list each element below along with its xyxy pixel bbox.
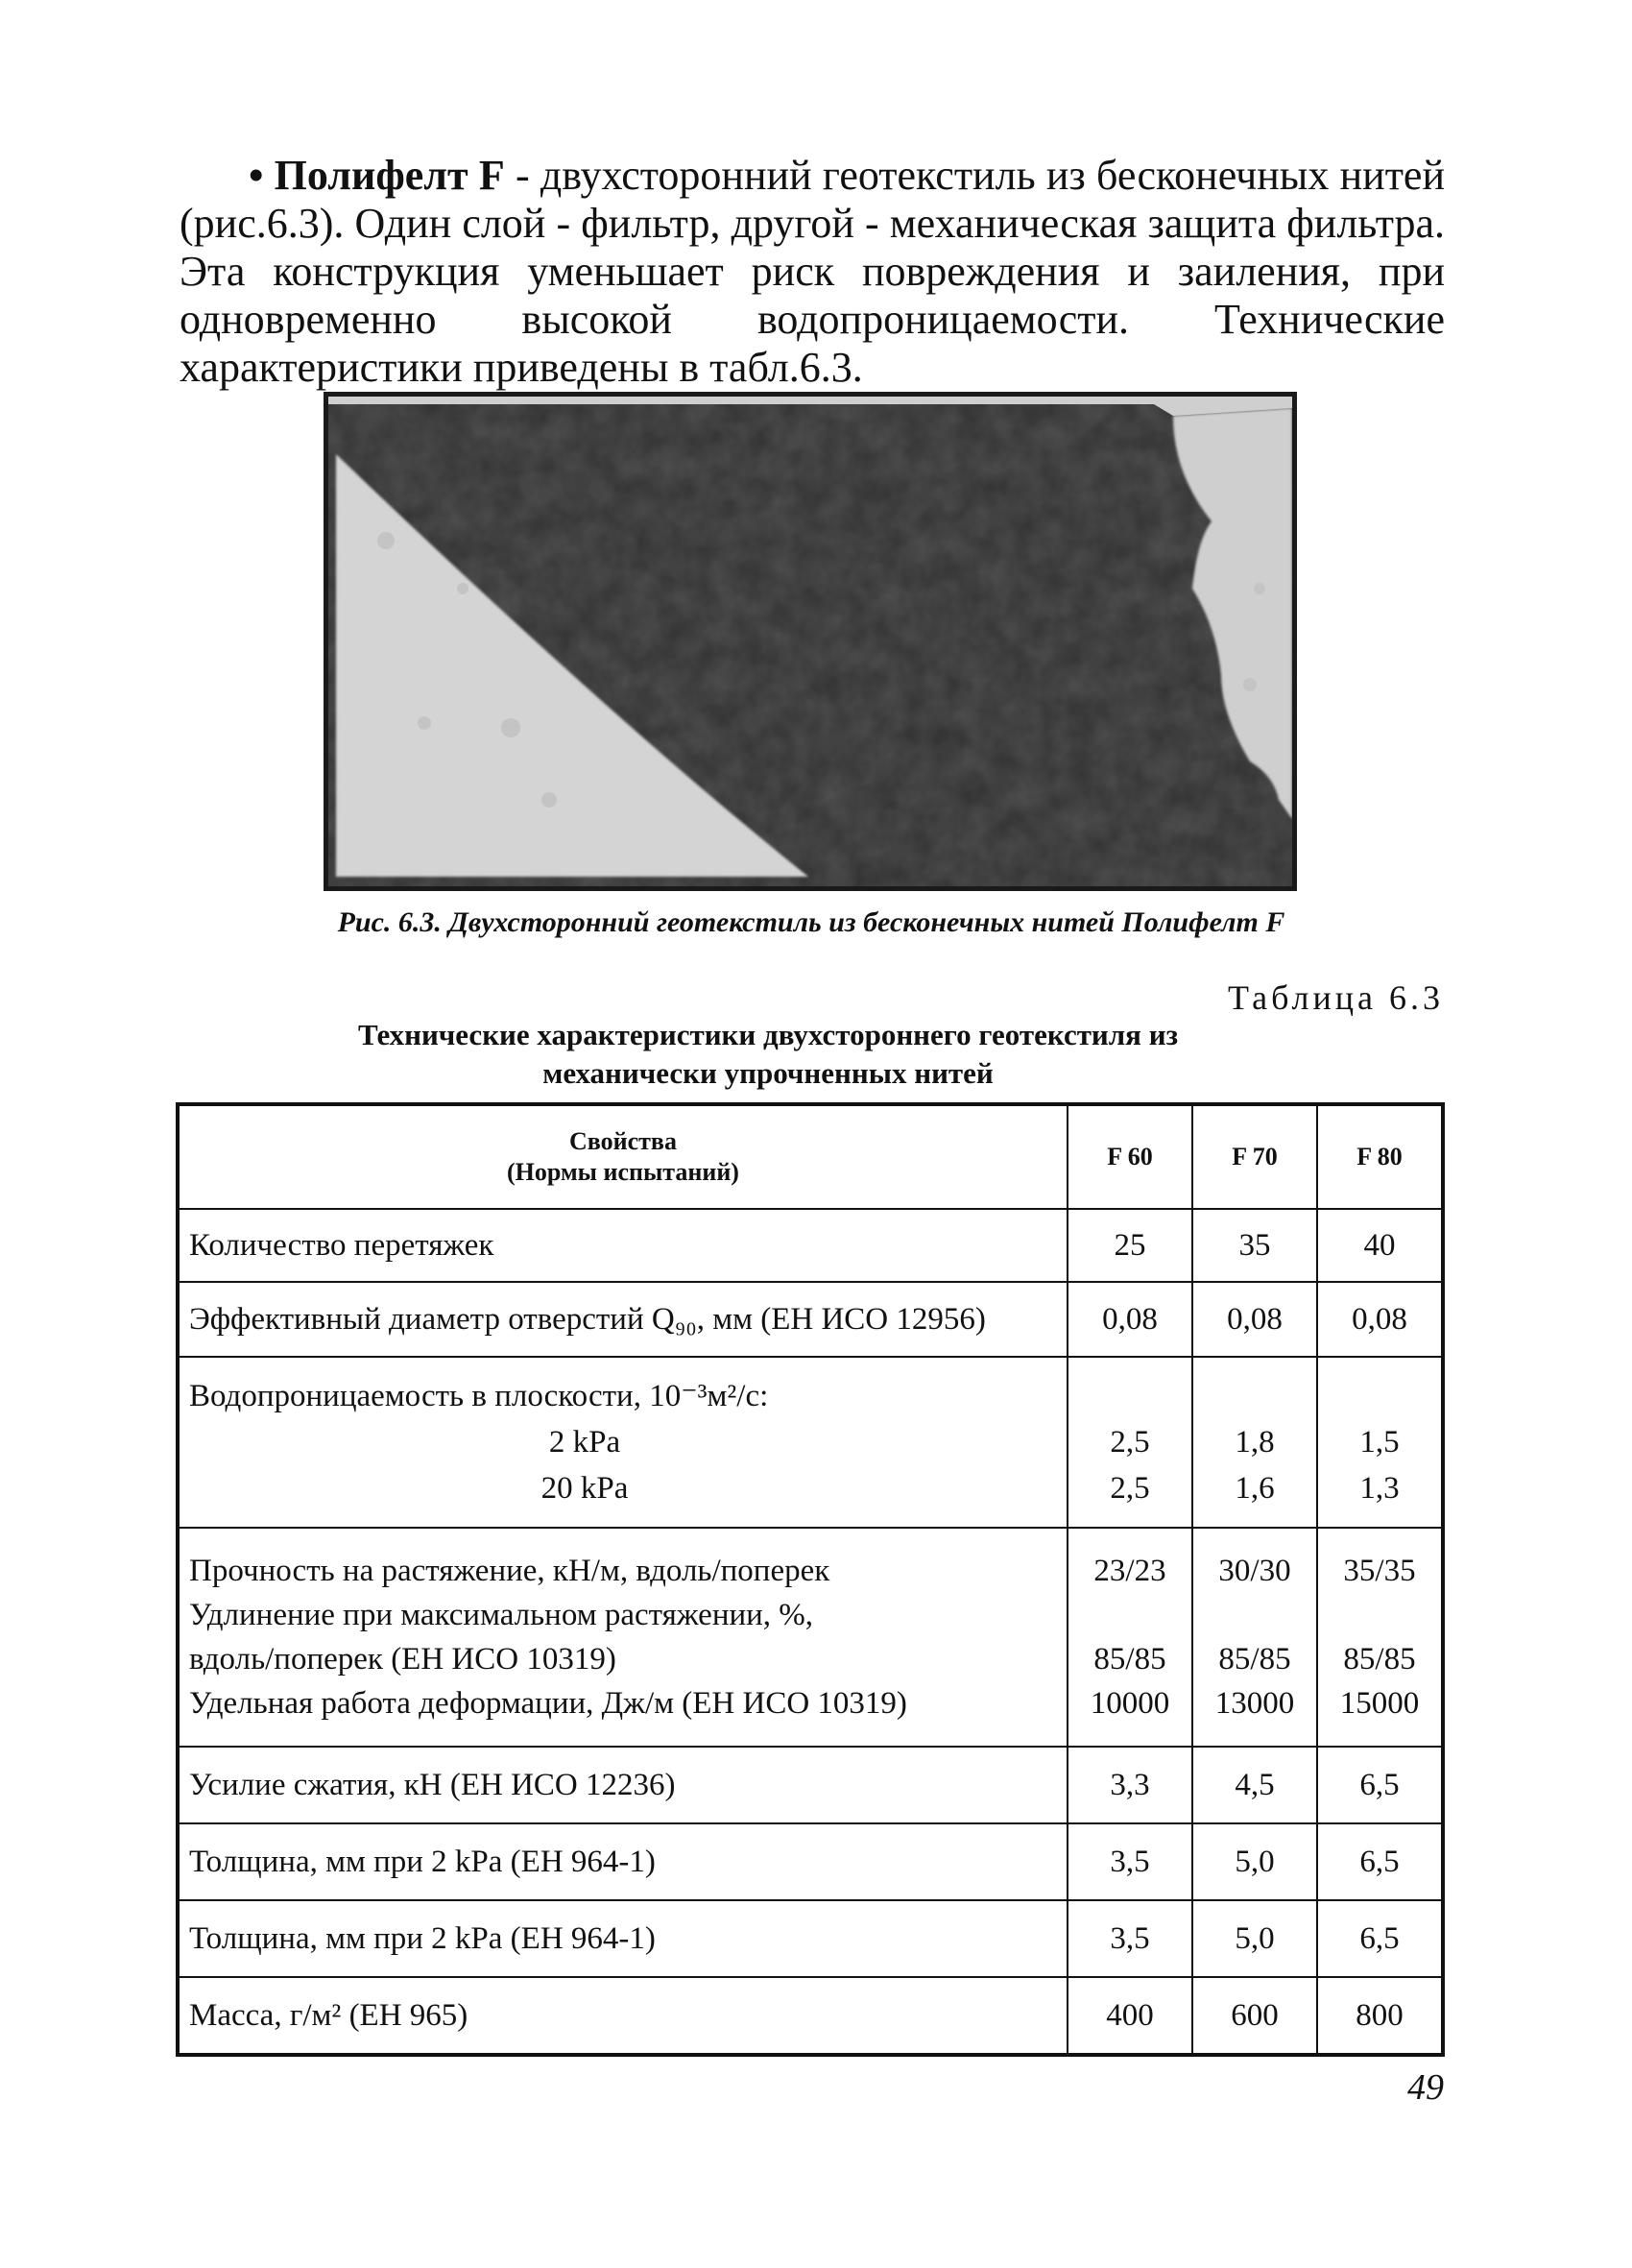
row-label-line: вдоль/поперек (ЕН ИСО 10319) (189, 1642, 616, 1677)
value-cell (1068, 1528, 1192, 1747)
table-title-line: механически упрочненных нитей (542, 1056, 994, 1090)
value-cell: 3,3 (1068, 1747, 1192, 1823)
row-label (178, 1357, 1068, 1528)
header-f60: F 60 (1068, 1104, 1192, 1209)
value-cell: 800 (1317, 1977, 1443, 2055)
value-cell: 6,5 (1317, 1823, 1443, 1900)
value: 1,6 (1235, 1471, 1275, 1506)
value-cell (1317, 1528, 1443, 1747)
value: 2,5 (1110, 1471, 1150, 1506)
value-cell: 6,5 (1317, 1900, 1443, 1977)
value-cell (1192, 1357, 1317, 1528)
value: 10000 (1090, 1686, 1170, 1721)
table-row (178, 1282, 1443, 1357)
geotextile-photo (324, 392, 1297, 891)
table-row (178, 1747, 1443, 1823)
value-cell: 3,5 (1068, 1823, 1192, 1900)
row-label: Масса, г/м² (ЕН 965) (178, 1977, 1068, 2055)
row-sub-label: 2 kPa (548, 1425, 621, 1460)
row-label: Толщина, мм при 2 kPa (ЕН 964-1) (178, 1900, 1068, 1977)
row-label (178, 1528, 1068, 1747)
value: 1,5 (1359, 1425, 1400, 1460)
value-cell: 4,5 (1192, 1747, 1317, 1823)
row-label: Усилие сжатия, кН (ЕН ИСО 12236) (178, 1747, 1068, 1823)
value-cell: 0,08 (1068, 1282, 1192, 1357)
table-title-line: Технические характеристики двухстороннего геотекстиля из (357, 1018, 1179, 1051)
value-cell: 0,08 (1317, 1282, 1443, 1357)
row-label-line: Удельная работа деформации, Дж/м (ЕН ИСО 10319) (189, 1686, 907, 1721)
table-label: Таблица 6.3 (1228, 978, 1444, 1017)
value: 23/23 (1093, 1554, 1166, 1588)
table-row (178, 1823, 1443, 1900)
value: 1,8 (1235, 1425, 1275, 1460)
value: 2,5 (1110, 1425, 1150, 1460)
header-properties (178, 1104, 1068, 1209)
row-label-line: Прочность на растяжение, кН/м, вдоль/поперек (189, 1554, 830, 1588)
geotextile-image (328, 397, 1292, 886)
value: 13000 (1214, 1686, 1295, 1721)
value-cell (1317, 1357, 1443, 1528)
value: 85/85 (1343, 1642, 1416, 1677)
spec-table (176, 1102, 1445, 2057)
value-cell: 5,0 (1192, 1823, 1317, 1900)
value-cell: 6,5 (1317, 1747, 1443, 1823)
value-cell: 400 (1068, 1977, 1192, 2055)
value-cell: 35 (1192, 1209, 1317, 1282)
value: 85/85 (1093, 1642, 1166, 1677)
value: 1,3 (1359, 1471, 1400, 1506)
value-cell: 0,08 (1192, 1282, 1317, 1357)
table-title (288, 1016, 1248, 1093)
value: 35/35 (1343, 1554, 1416, 1588)
intro-paragraph (180, 152, 1445, 392)
value-cell: 40 (1317, 1209, 1443, 1282)
value-cell: 600 (1192, 1977, 1317, 2055)
row-label: Количество перетяжек (178, 1209, 1068, 1282)
row-label-line: Удлинение при максимальном растяжении, %, (189, 1598, 814, 1632)
row-label-line: Водопроницаемость в плоскости, 10⁻³м²/с: (189, 1379, 769, 1413)
table-row (178, 1357, 1443, 1528)
value-cell (1192, 1528, 1317, 1747)
value: 15000 (1339, 1686, 1420, 1721)
header-f70: F 70 (1192, 1104, 1317, 1209)
value-cell: 25 (1068, 1209, 1192, 1282)
header-f80: F 80 (1317, 1104, 1443, 1209)
row-sub-label: 20 kPa (540, 1471, 629, 1506)
value-cell: 3,5 (1068, 1900, 1192, 1977)
header-prop-line: Свойства (569, 1127, 677, 1155)
table-row (178, 1209, 1443, 1282)
value: 85/85 (1218, 1642, 1291, 1677)
header-prop-line: (Нормы испытаний) (507, 1158, 739, 1186)
row-label: Эффективный диаметр отверстий Q₉₀, мм (ЕН ИСО 12956) (178, 1282, 1068, 1357)
table-row (178, 1977, 1443, 2055)
product-name: • Полифелт F (249, 152, 505, 199)
intro-text: - двухсторонний геотекстиль из бесконечных нитей (рис.6.3). Один слой - фильтр, другой - механическая защита фильтра. Эта конструкция уменьшает риск повреждения и заиления, при одновременно высокой водопроницаемости. Технические характеристики приведены в табл.6.3. (180, 152, 1445, 391)
page-number: 49 (1407, 2067, 1444, 2108)
value-cell: 5,0 (1192, 1900, 1317, 1977)
figure-caption: Рис. 6.3. Двухсторонний геотекстиль из бесконечных нитей Полифелт F (337, 906, 1285, 938)
row-label: Толщина, мм при 2 kPa (ЕН 964-1) (178, 1823, 1068, 1900)
table-header-row (178, 1104, 1443, 1209)
table-row (178, 1900, 1443, 1977)
value-cell (1068, 1357, 1192, 1528)
table-row (178, 1528, 1443, 1747)
value: 30/30 (1218, 1554, 1291, 1588)
